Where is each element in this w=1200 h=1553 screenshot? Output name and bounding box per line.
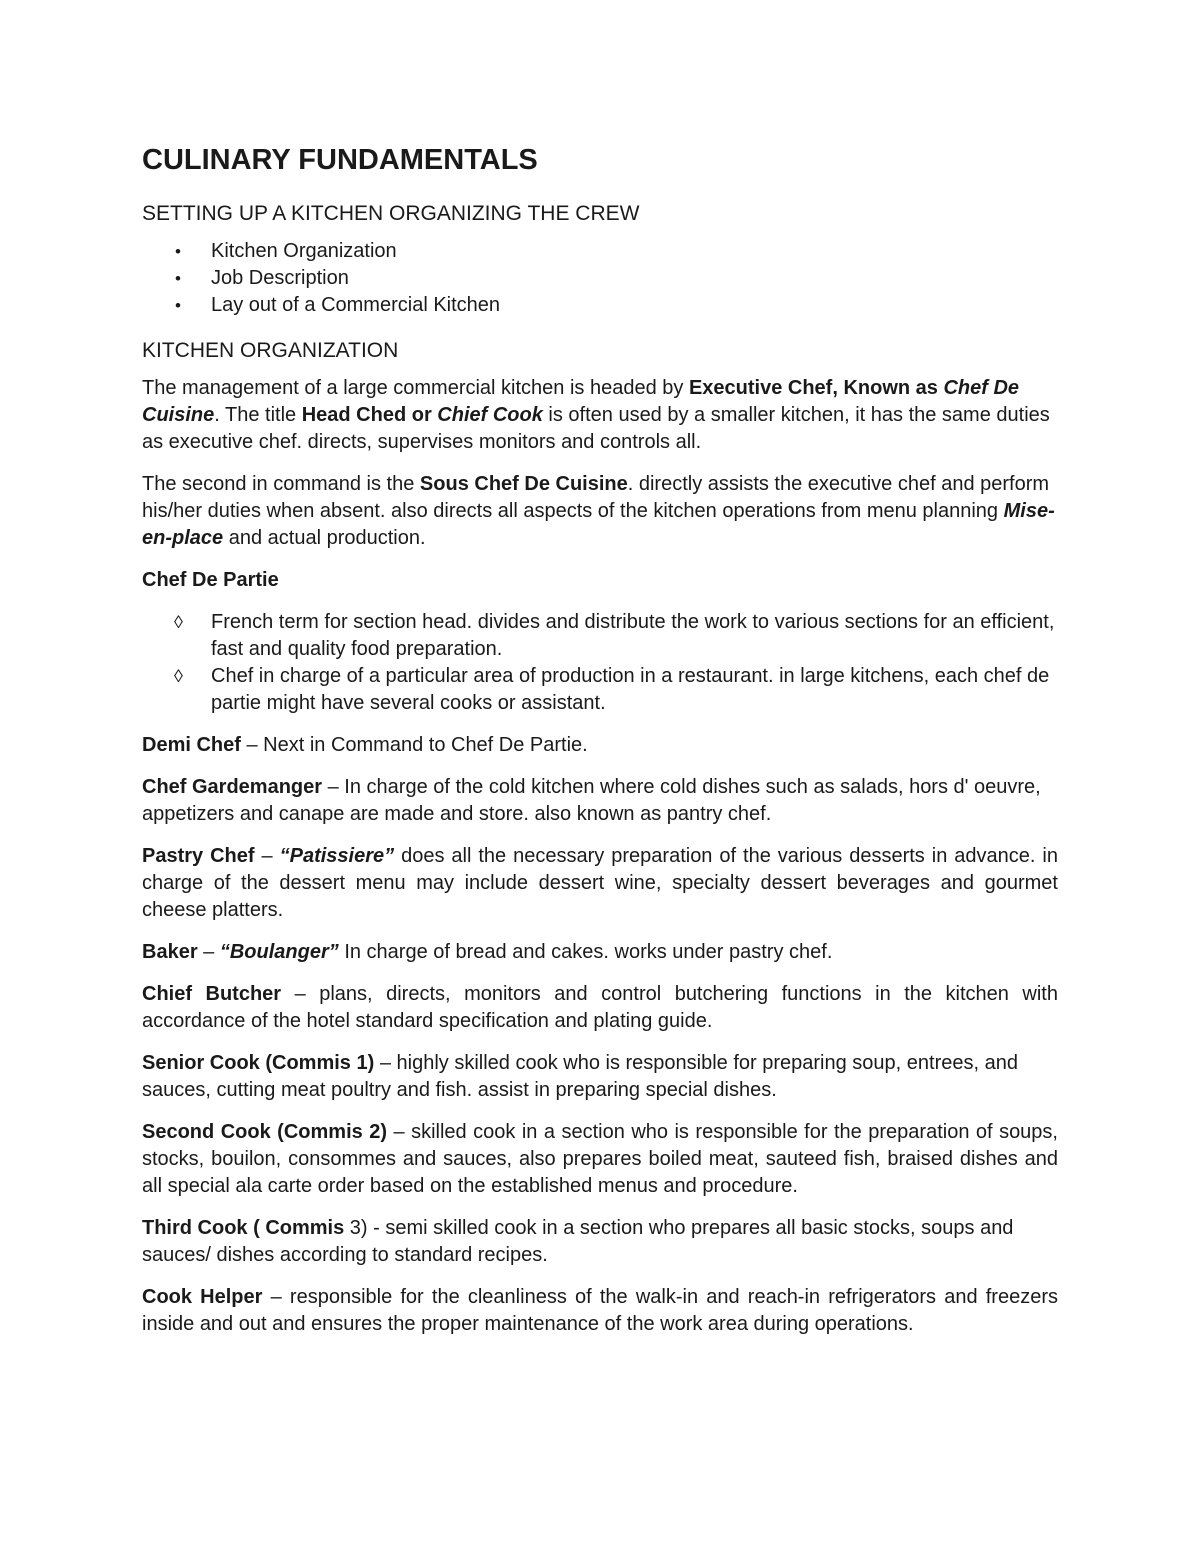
role-third-cook: Third Cook ( Commis 3) - semi skilled cook in a section who prepares all basic stocks, soups and sauces/ dishes according to standard recipes.: [142, 1217, 1014, 1266]
paragraph-executive-chef: The management of a large commercial kitchen is headed by Executive Chef, Known as Chef De Cuisine. The title Head Ched or Chief Cook is often used by a smaller kitchen, it has the same duties as executive chef. directs, supervises monitors and controls all.: [142, 377, 1050, 453]
topic-bullet-list: [142, 238, 1058, 319]
bullet-icon: •: [175, 269, 181, 288]
document-page: [142, 140, 1058, 1353]
role-senior-cook: Senior Cook (Commis 1) – highly skilled cook who is responsible for preparing soup, entrees, and sauces, cutting meat poultry and fish. assist in preparing special dishes.: [142, 1052, 1018, 1101]
chef-de-partie-list: [142, 609, 1058, 717]
role-chef-gardemanger: Chef Gardemanger – In charge of the cold kitchen where cold dishes such as salads, hors d' oeuvre, appetizers and canape are made and store. also known as pantry chef.: [142, 776, 1041, 825]
bullet-icon: •: [175, 242, 181, 261]
list-item: • Kitchen Organization: [142, 238, 1058, 265]
list-item: • Lay out of a Commercial Kitchen: [142, 292, 1058, 319]
role-pastry-chef: Pastry Chef – “Patissiere” does all the necessary preparation of the various desserts in advance. in charge of the dessert menu may include dessert wine, specialty dessert beverages and gourmet cheese platters.: [142, 845, 1058, 921]
list-item: • Job Description: [142, 265, 1058, 292]
document-title: CULINARY FUNDAMENTALS: [142, 144, 538, 176]
paragraph-sous-chef: The second in command is the Sous Chef De Cuisine. directly assists the executive chef and perform his/her duties when absent. also directs all aspects of the kitchen operations from menu planning Mise-en-place and actual production.: [142, 473, 1055, 549]
role-baker: Baker – “Boulanger” In charge of bread and cakes. works under pastry chef.: [142, 941, 833, 963]
bullet-icon: •: [175, 296, 181, 315]
section-heading: KITCHEN ORGANIZATION: [142, 339, 399, 362]
role-second-cook: Second Cook (Commis 2) – skilled cook in a section who is responsible for the preparation of soups, stocks, bouilon, consommes and sauces, also prepares boiled meat, sauteed fish, braised dishes and all special ala carte order based on the established menus and procedure.: [142, 1121, 1058, 1197]
role-chief-butcher: Chief Butcher – plans, directs, monitors and control butchering functions in the kitchen with accordance of the hotel standard specification and plating guide.: [142, 983, 1058, 1032]
document-subtitle: SETTING UP A KITCHEN ORGANIZING THE CREW: [142, 202, 640, 225]
diamond-icon: ◊: [174, 612, 183, 632]
role-demi-chef: Demi Chef – Next in Command to Chef De Partie.: [142, 734, 588, 756]
role-cook-helper: Cook Helper – responsible for the cleanliness of the walk-in and reach-in refrigerators and freezers inside and out and ensures the proper maintenance of the work area during operations.: [142, 1286, 1058, 1335]
list-item: ◊ French term for section head. divides and distribute the work to various sections for an efficient, fast and quality food preparation.: [174, 611, 1055, 660]
list-item: ◊ Chef in charge of a particular area of production in a restaurant. in large kitchens, each chef de partie might have several cooks or assistant.: [174, 665, 1050, 714]
diamond-icon: ◊: [174, 666, 183, 686]
chef-de-partie-heading: Chef De Partie: [142, 569, 279, 591]
